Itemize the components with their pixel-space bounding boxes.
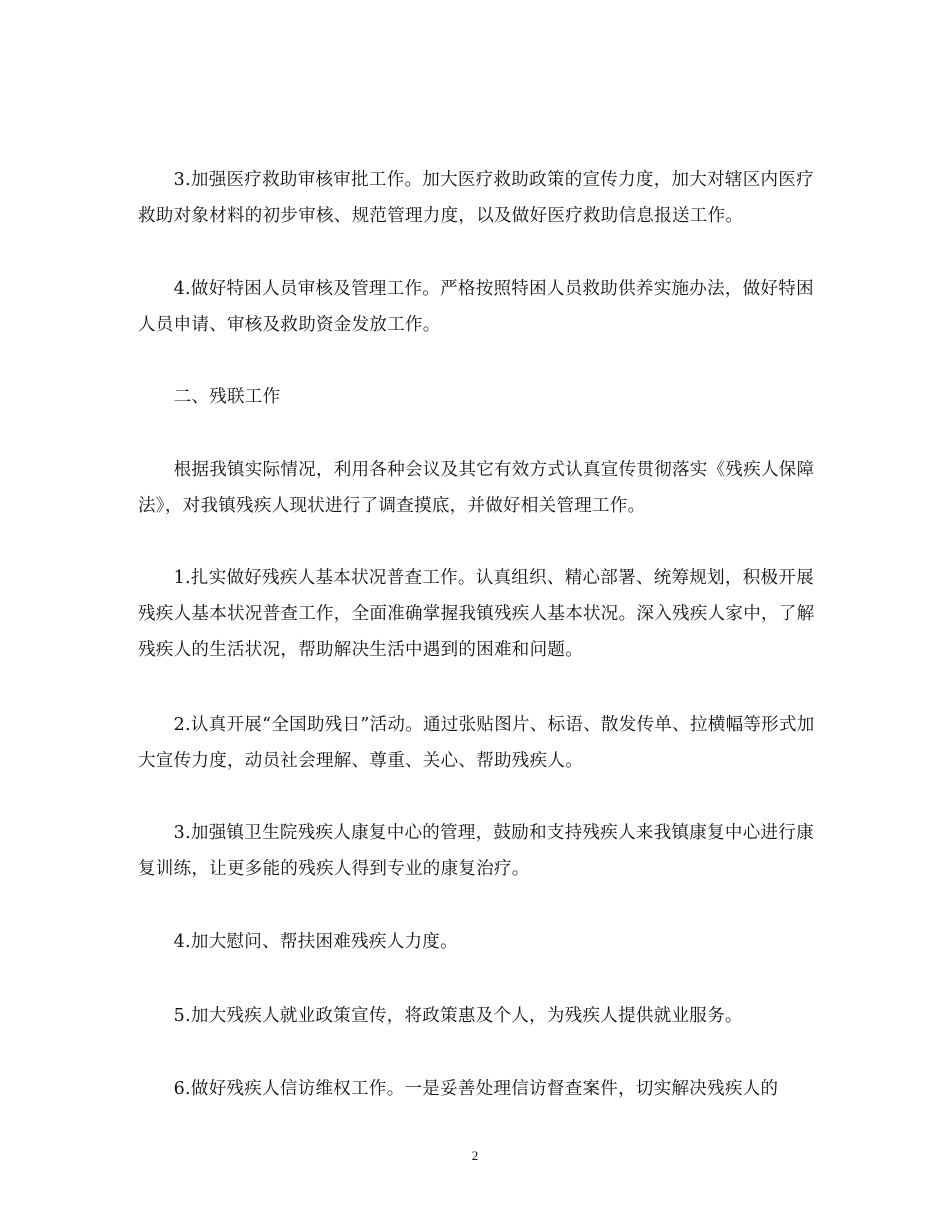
paragraph-disabled-census: 1.扎实做好残疾人基本状况普查工作。认真组织、精心部署、统筹规划，积极开展残疾人基本状况普查工作，全面准确掌握我镇残疾人基本状况。深入残疾人家中，了解残疾人的生活状况，帮助解决生活中遇到的困难和问题。 <box>138 568 815 660</box>
paragraph-disabled-law-promotion: 根据我镇实际情况，利用各种会议及其它有效方式认真宣传贯彻落实《残疾人保障法》，对我镇残疾人现状进行了调查摸底，并做好相关管理工作。 <box>138 460 815 516</box>
paragraph-employment-policy: 5.加大残疾人就业政策宣传，将政策惠及个人，为残疾人提供就业服务。 <box>138 1006 743 1026</box>
paragraph-visits-assistance: 4.加大慰问、帮扶困难残疾人力度。 <box>138 932 458 952</box>
paragraph-rehab-center: 3.加强镇卫生院残疾人康复中心的管理，鼓励和支持残疾人来我镇康复中心进行康复训练，让更多能的残疾人得到专业的康复治疗。 <box>138 823 814 879</box>
paragraph-medical-aid-review: 3.加强医疗救助审核审批工作。加大医疗救助政策的宣传力度，加大对辖区内医疗救助对象材料的初步审核、规范管理力度，以及做好医疗救助信息报送工作。 <box>138 170 814 226</box>
paragraph-disability-day-activity: 2.认真开展“全国助残日”活动。通过张贴图片、标语、散发传单、拉横幅等形式加大宣传力度，动员社会理解、尊重、关心、帮助残疾人。 <box>138 715 815 771</box>
paragraph-petition-rights: 6.做好残疾人信访维权工作。一是妥善处理信访督查案件，切实解决残疾人的 <box>138 1079 779 1099</box>
page-number: 2 <box>471 1148 479 1163</box>
section-heading-disabled-federation: 二、残联工作 <box>138 387 281 407</box>
paragraph-special-hardship-management: 4.做好特困人员审核及管理工作。严格按照特困人员救助供养实施办法，做好特困人员申请、审核及救助资金发放工作。 <box>138 279 814 335</box>
